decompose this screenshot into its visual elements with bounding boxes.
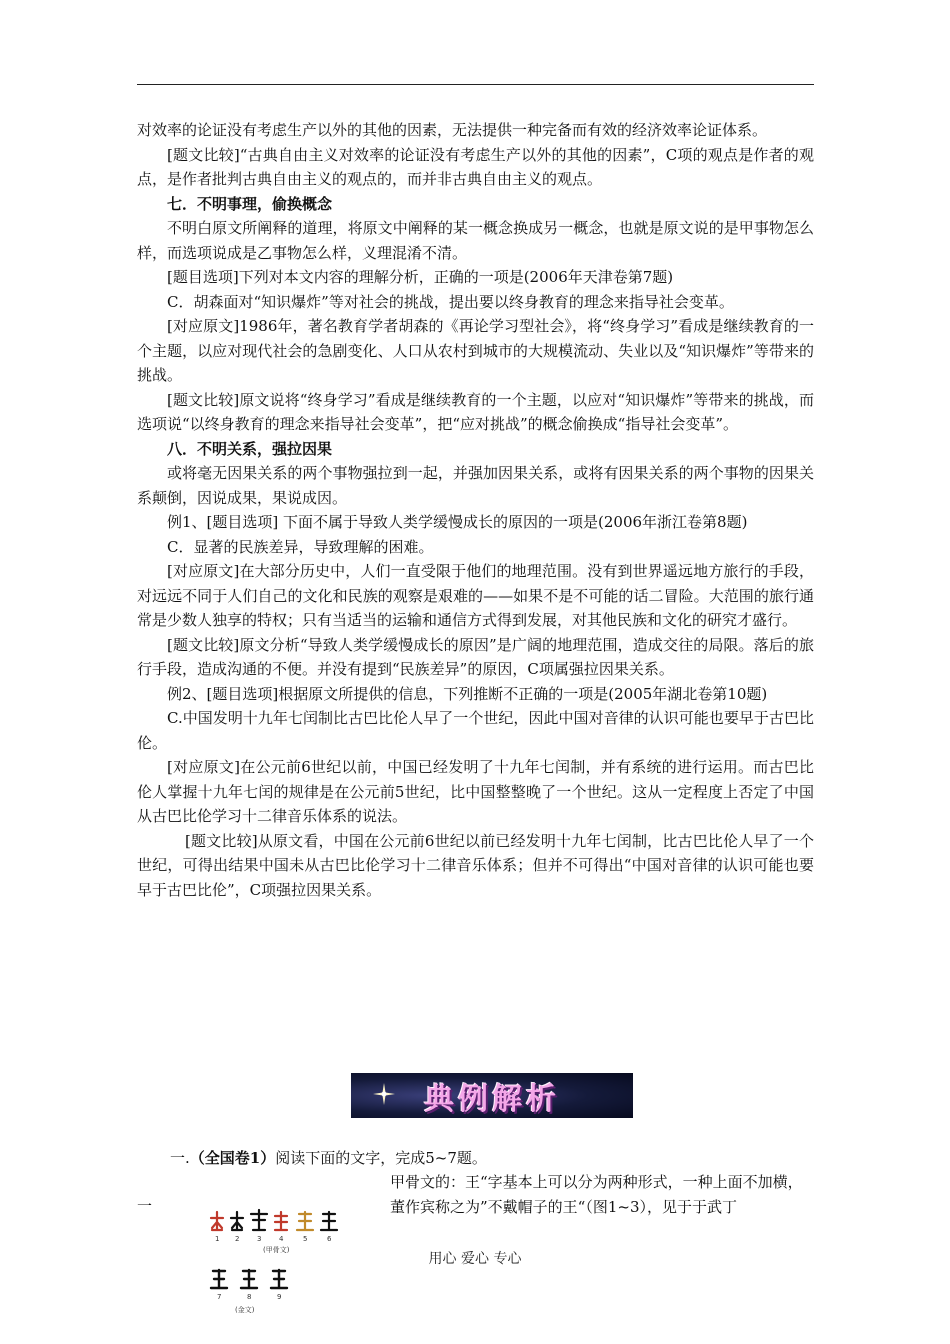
- glyph-6: [321, 1212, 337, 1230]
- page-footer: 用心 爱心 专心: [428, 1251, 522, 1267]
- glyph-1: [211, 1212, 223, 1230]
- glyph-label: 4: [279, 1235, 284, 1243]
- glyph-9: [271, 1270, 287, 1288]
- glyph-label: 6: [327, 1235, 332, 1243]
- glyph-label: 9: [277, 1293, 282, 1301]
- glyph-2: [231, 1212, 243, 1230]
- question-line: [170, 1147, 487, 1168]
- question-number: 一.: [170, 1149, 190, 1167]
- section-heading: 八．不明关系，强拉因果: [167, 439, 333, 458]
- glyph-row-oracle: [211, 1210, 337, 1230]
- paragraph: C．胡森面对“知识爆炸”等对社会的挑战，提出要以终身教育的理念来指导社会变革。: [167, 292, 734, 311]
- paragraph: [对应原文]在公元前6世纪以前，中国已经发明了十九年七闰制，并有系统的进行运用。而古巴比伦人掌握十九年七闰的规律是在公元前5世纪，比中国整整晚了一个世纪。这从一定程度上否定了中国从古巴比伦学习十二律音乐体系的说法。: [137, 758, 814, 825]
- paragraph: [题目选项]下列对本文内容的理解分析，正确的一项是(2006年天津卷第7题): [167, 268, 674, 286]
- paragraph: C．显著的民族差异，导致理解的困难。: [167, 537, 434, 556]
- header-rule: [137, 84, 814, 85]
- paragraph: 对效率的论证没有考虑生产以外的其他的因素，无法提供一种完备而有效的经济效率论证体系。: [137, 121, 768, 139]
- glyph-caption: (甲骨文): [263, 1246, 290, 1254]
- section-banner: [351, 1073, 633, 1118]
- question-text: 阅读下面的文字，完成5~7题。: [275, 1149, 487, 1167]
- paragraph: [对应原文]1986年，著名教育学者胡森的《再论学习型社会》，将“终身学习”看成是继续教育的一个主题，以应对现代社会的急剧变化、人口从农村到城市的大规模流动、失业以及“知识爆炸”等带来的挑战。: [137, 317, 814, 384]
- paragraph: 例1、[题目选项] 下面不属于导致人类学缓慢成长的原因的一项是(2006年浙江卷第8题): [167, 513, 748, 531]
- paragraph: [对应原文]在大部分历史中，人们一直受限于他们的地理范围。没有到世界遥远地方旅行的手段，对远远不同于人们自己的文化和民族的观察是艰难的——如果不是不可能的话二冒险。大范围的旅行通常是少数人独享的特权；只有当适当的运输和通信方式得到发展，对其他民族和文化的研究才盛行。: [137, 562, 814, 629]
- glyph-7: [211, 1270, 227, 1288]
- paragraph: [题文比较]从原文看，中国在公元前6世纪以前已经发明十九年七闰制，比古巴比伦人早了一个世纪，可得出结果中国未从古巴比伦学习十二律音乐体系；但并不可得出“中国对音律的认识可能也要早于古巴比伦”，C项强拉因果关系。: [137, 831, 814, 899]
- glyph-label: 3: [257, 1235, 262, 1243]
- glyph-row-bronze: [211, 1270, 287, 1288]
- glyph-3: [251, 1210, 267, 1230]
- paragraph: [题文比较]“古典自由主义对效率的论证没有考虑生产以外的其他的因素”，C项的观点是作者的观点，是作者批判古典自由主义的观点的，而并非古典自由主义的观点。: [137, 145, 814, 188]
- passage-text: 甲骨文的：王“字基本上可以分为两种形式，一种上面不加横，董作宾称之为”不戴帽子的王“（图1~3），见于于武丁: [390, 1173, 803, 1216]
- glyph-caption: (金文): [235, 1306, 255, 1314]
- glyph-label: 8: [247, 1293, 252, 1301]
- paragraph: C.中国发明十九年七闰制比古巴比伦人早了一个世纪，因此中国对音律的认识可能也要早于古巴比伦。: [137, 709, 814, 752]
- section-heading: 七．不明事理，偷换概念: [167, 194, 333, 213]
- paragraph: 例2、[题目选项]根据原文所提供的信息，下列推断不正确的一项是(2005年湖北卷第10题): [167, 684, 768, 703]
- paragraph: 或将毫无因果关系的两个事物强拉到一起，并强加因果关系，或将有因果关系的两个事物的因果关系颠倒，因说成果，果说成因。: [137, 464, 814, 507]
- paragraph: [题文比较]原文分析“导致人类学缓慢成长的原因”是广阔的地理范围，造成交往的局限。落后的旅行手段，造成沟通的不便。并没有提到“民族差异”的原因，C项属强拉因果关系。: [137, 635, 814, 678]
- glyph-label: 2: [235, 1235, 240, 1243]
- glyph-label: 7: [217, 1293, 222, 1301]
- paragraph: 不明白原文所阐释的道理，将原文中阐释的某一概念换成另一概念，也就是原文说的是甲事物怎么样，而选项说成是乙事物怎么样，义理混淆不清。: [137, 219, 814, 262]
- glyph-4: [275, 1212, 287, 1230]
- dash-mark: 一: [137, 1197, 153, 1215]
- question-source: （全国卷1）: [189, 1149, 276, 1167]
- glyph-label: 5: [303, 1235, 308, 1243]
- banner-title: 典例解析: [424, 1081, 560, 1117]
- paragraph: [题文比较]原文说将“终身学习”看成是继续教育的一个主题，以应对“知识爆炸”等带来的挑战，而选项说“以终身教育的理念来指导社会变革”，把“应对挑战”的概念偷换成“指导社会变革”。: [137, 390, 814, 433]
- glyph-5: [297, 1212, 313, 1230]
- glyph-8: [241, 1270, 257, 1288]
- document-body: [137, 118, 814, 902]
- sparkle-icon: [373, 1083, 395, 1105]
- glyph-label: 1: [215, 1235, 220, 1243]
